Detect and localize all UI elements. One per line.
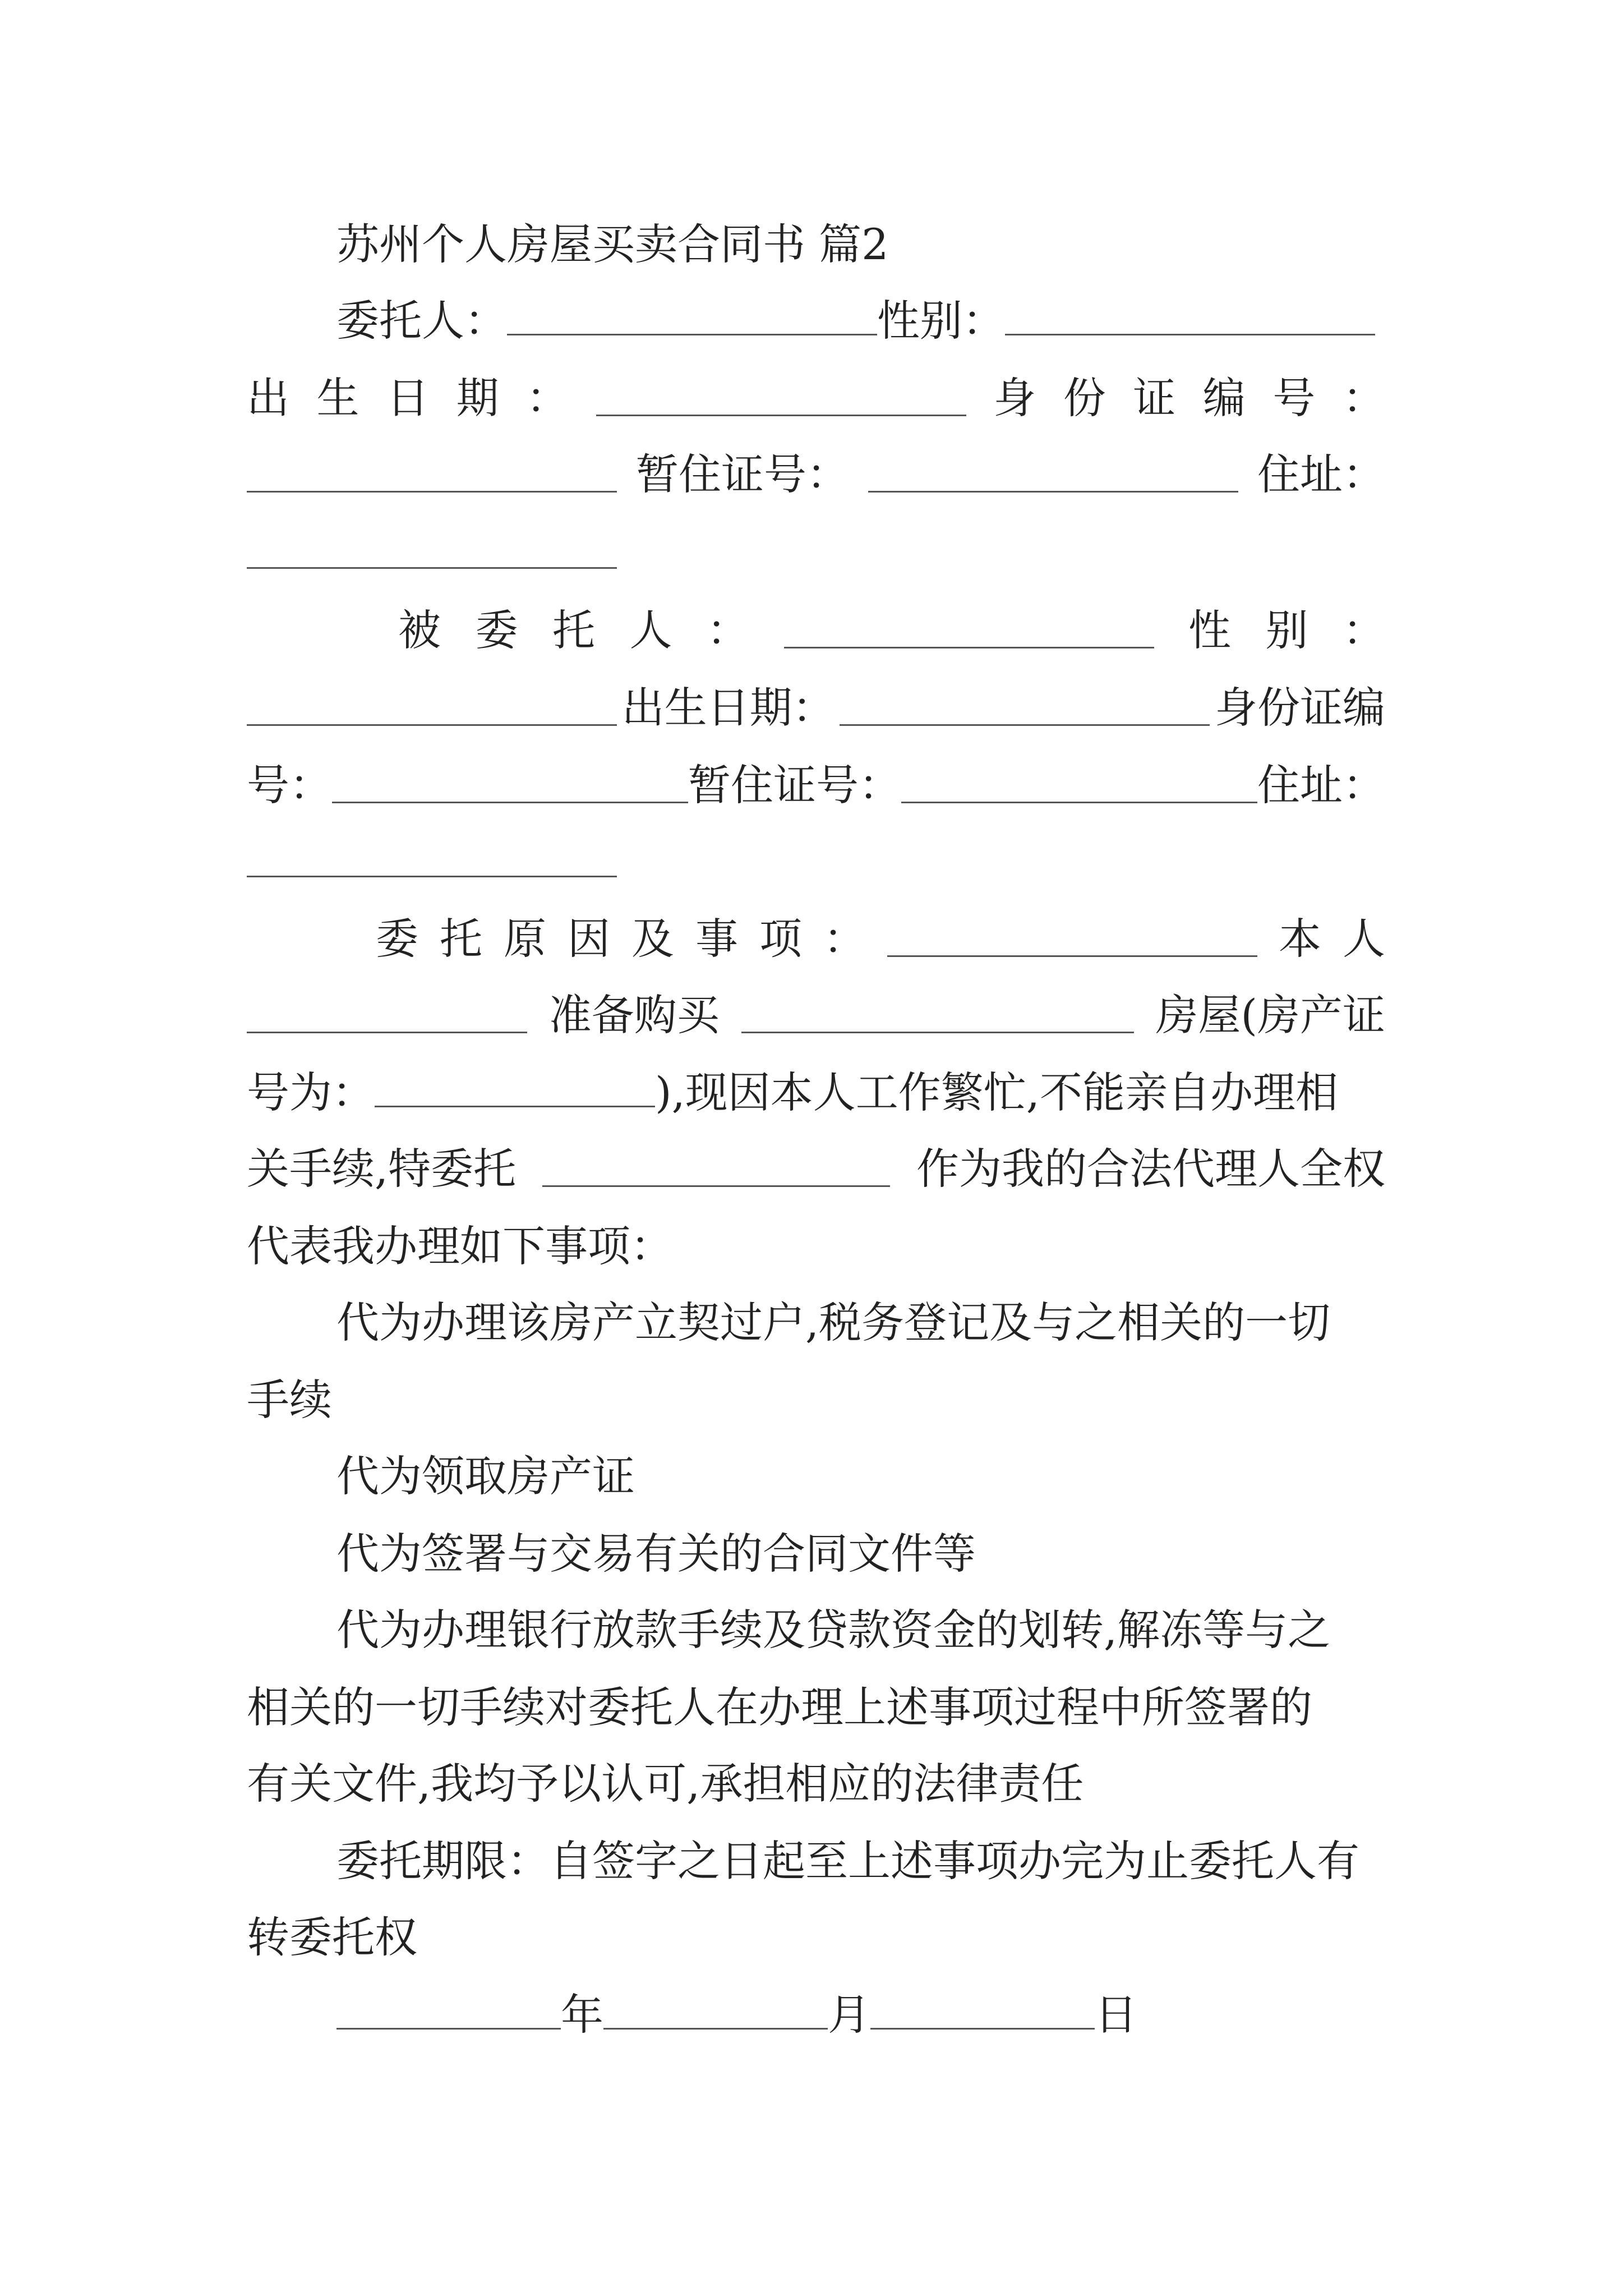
self-char: 人: [1343, 914, 1385, 964]
item-4-text-end: 有关文件,我均予以认可,承担相应的法律责任: [247, 1759, 1084, 1809]
reason-char: 项: [759, 914, 802, 964]
reason-char: 委: [376, 914, 418, 964]
agent-gender-blank[interactable]: [247, 691, 617, 726]
agent-gender-char: 别: [1265, 605, 1308, 655]
principal-birth-line: [247, 371, 1385, 425]
item-1-text: 代为办理该房产立契过户,税务登记及与之相关的一切: [336, 1297, 1331, 1347]
agent-birth-blank[interactable]: [840, 691, 1210, 726]
agent-birth-label: 出生日期：: [621, 683, 835, 733]
agent-address-line: [247, 836, 1385, 890]
agent-text: 作为我的合法代理人全权: [916, 1144, 1385, 1194]
agent-gender-char: ：: [1343, 605, 1385, 655]
agent-id-label-cont: 号：: [247, 760, 332, 810]
reason-line: [376, 912, 1385, 966]
agent-char: 委: [475, 605, 518, 655]
cert-text: 号为：: [247, 1068, 375, 1117]
entrust-line: [247, 1142, 1385, 1196]
item-4-line-3: [247, 1757, 1385, 1811]
term-text: 委托期限：自签字之日起至上述事项办完为止委托人有: [336, 1836, 1359, 1886]
agent-designate-blank[interactable]: [542, 1152, 890, 1187]
principal-gender-label: 性别：: [877, 296, 1005, 346]
year-blank[interactable]: [336, 1994, 561, 2030]
term-text-cont: 转委托权: [247, 1912, 417, 1962]
buy-line: [247, 988, 1385, 1042]
document-title: [336, 218, 1385, 272]
id-char: 编: [1202, 373, 1246, 423]
cert-number-blank[interactable]: [375, 1072, 655, 1107]
month-blank[interactable]: [603, 1994, 828, 2030]
house-address-blank[interactable]: [741, 998, 1134, 1033]
principal-name-line: [336, 294, 1385, 348]
agent-birth-line: [247, 681, 1385, 735]
principal-id-blank[interactable]: [247, 457, 617, 493]
reason-char: 事: [695, 914, 738, 964]
item-4-text: 代为办理银行放款手续及贷款资金的划转,解冻等与之: [336, 1605, 1331, 1655]
agent-permit-label: 暂住证号：: [688, 760, 901, 810]
principal-address-blank[interactable]: [247, 533, 617, 569]
birth-char: 日: [386, 373, 430, 423]
agent-address-label: 住址：: [1257, 760, 1385, 810]
matters-text: 代表我办理如下事项：: [247, 1221, 673, 1271]
birth-char: 生: [316, 373, 359, 423]
item-1-line-2: [247, 1373, 1385, 1427]
self-char: 本: [1279, 914, 1321, 964]
principal-name-label: 委托人：: [336, 296, 507, 346]
entrust-text: 关手续,特委托: [247, 1144, 517, 1194]
principal-permit-label: 暂住证号：: [636, 449, 849, 499]
agent-char: 被: [398, 605, 441, 655]
term-line-2: [247, 1911, 1385, 1964]
birth-char: 期: [456, 373, 499, 423]
term-line-1: [336, 1834, 1385, 1888]
item-4-text-cont: 相关的一切手续对委托人在办理上述事项过程中所签署的: [247, 1682, 1312, 1732]
principal-permit-blank[interactable]: [868, 457, 1238, 493]
house-text: 房屋(房产证: [1155, 990, 1385, 1040]
principal-address-label: 住址：: [1257, 449, 1385, 499]
agent-char: ：: [707, 605, 749, 655]
reason-char: 及: [631, 914, 674, 964]
agent-name-blank[interactable]: [784, 613, 1154, 648]
buy-text: 准备购买: [548, 990, 720, 1040]
agent-name-line: [398, 604, 1385, 657]
seller-blank[interactable]: [247, 998, 527, 1033]
day-label: 日: [1095, 1990, 1137, 2040]
month-label: 月: [828, 1990, 870, 2040]
principal-gender-blank[interactable]: [1005, 300, 1375, 335]
item-2-text: 代为领取房产证: [336, 1451, 635, 1501]
reason-char: 原: [504, 914, 546, 964]
principal-address-line: [247, 527, 1385, 581]
agent-id-blank[interactable]: [332, 768, 688, 803]
day-blank[interactable]: [870, 1994, 1095, 2030]
item-1-line-1: [336, 1296, 1385, 1350]
item-3: [336, 1527, 1385, 1581]
id-char: 身: [993, 373, 1036, 423]
agent-permit-line: [247, 758, 1385, 812]
agent-address-blank[interactable]: [247, 842, 617, 877]
agent-gender-char: 性: [1188, 605, 1231, 655]
title-text: 苏州个人房屋买卖合同书 篇2: [336, 219, 889, 269]
matters-line: [247, 1220, 1385, 1273]
principal-birth-blank[interactable]: [596, 381, 966, 416]
agent-permit-blank[interactable]: [901, 768, 1257, 803]
item-4-line-2: [247, 1681, 1385, 1734]
agent-id-label: 身份证编: [1214, 683, 1385, 733]
id-char: ：: [1342, 373, 1385, 423]
reason-blank[interactable]: [887, 922, 1257, 957]
id-char: 份: [1063, 373, 1106, 423]
busy-text: ),现因本人工作繁忙,不能亲自办理相: [655, 1068, 1338, 1117]
item-4-line-1: [336, 1603, 1385, 1657]
year-label: 年: [561, 1990, 603, 2040]
agent-char: 托: [552, 605, 595, 655]
birth-char: ：: [526, 373, 569, 423]
date-line: [336, 1988, 1385, 2042]
item-3-text: 代为签署与交易有关的合同文件等: [336, 1529, 976, 1579]
id-char: 证: [1133, 373, 1176, 423]
reason-char: 因: [568, 914, 610, 964]
item-1-text-cont: 手续: [247, 1375, 332, 1425]
id-char: 号: [1272, 373, 1316, 423]
item-2: [336, 1450, 1385, 1503]
reason-char: ：: [823, 914, 866, 964]
principal-name-blank[interactable]: [507, 300, 877, 335]
cert-line: [247, 1066, 1385, 1120]
birth-char: 出: [247, 373, 289, 423]
principal-permit-line: [247, 448, 1385, 501]
reason-char: 托: [440, 914, 482, 964]
agent-char: 人: [629, 605, 672, 655]
